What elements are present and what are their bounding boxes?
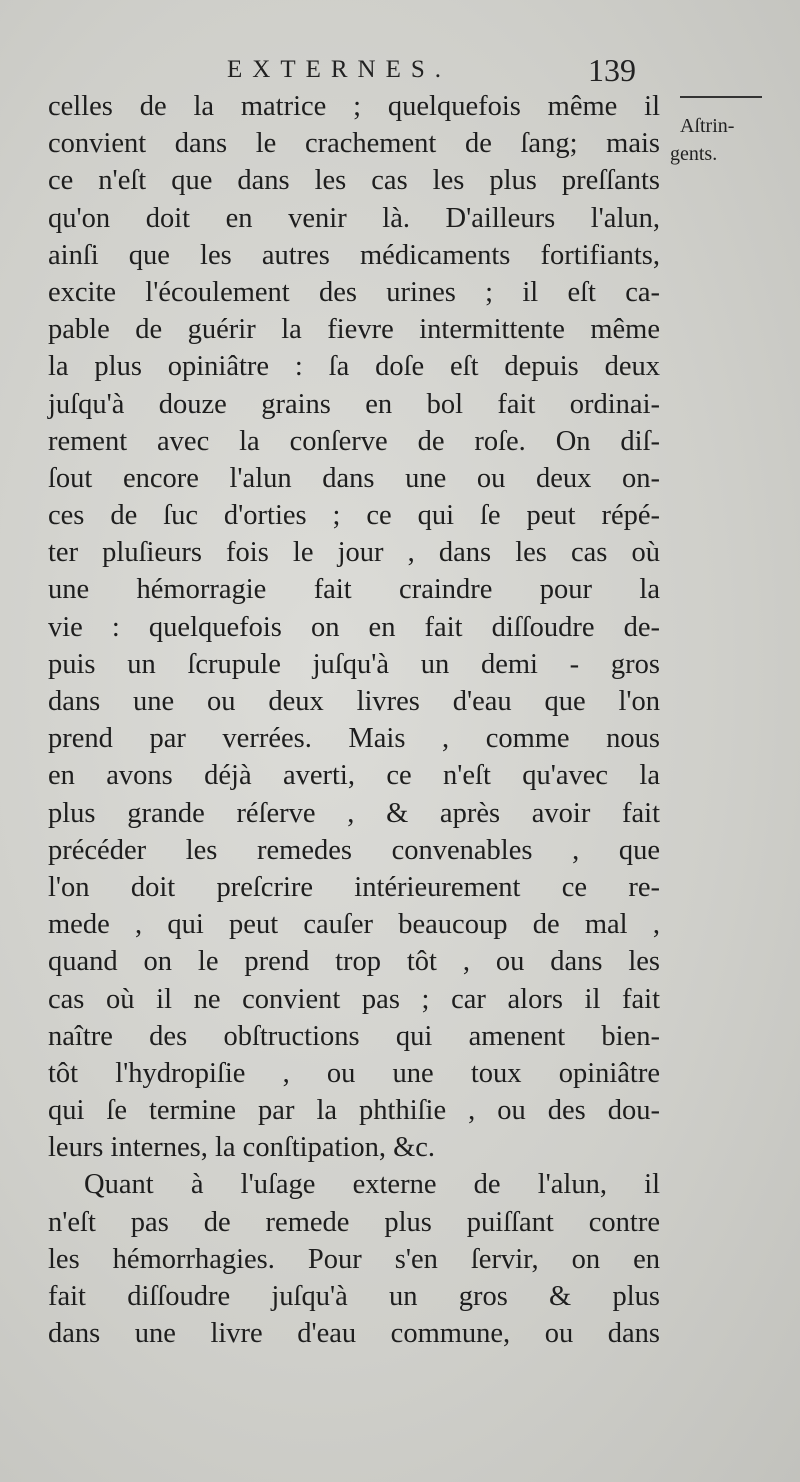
text-line: vie : quelquefois on en fait diſſoudre de- [48,611,660,643]
text-line: ter pluſieurs fois le jour , dans les cas où [48,537,660,569]
margin-note-line: gents. [670,143,718,165]
text-line: mede , qui peut cauſer beaucoup de mal , [48,909,660,941]
text-line: ce n'eſt que dans les cas les plus preſſants [48,165,660,197]
margin-note [670,110,780,170]
margin-rule [680,96,762,98]
text-line: pable de guérir la fievre intermittente même [48,314,660,346]
text-line: en avons déjà averti, ce n'eſt qu'avec la [48,760,660,792]
text-line: celles de la matrice ; quelquefois même il [48,91,660,122]
text-line: ces de ſuc d'orties ; ce qui ſe peut répé- [48,500,660,532]
running-title: EXTERNES. [227,56,452,83]
text-line: dans une ou deux livres d'eau que l'on [48,686,660,717]
text-line: rement avec la conſerve de roſe. On diſ- [48,425,660,457]
text-line: juſqu'à douze grains en bol fait ordinai- [48,388,660,420]
text-line: convient dans le crachement de ſang; mais [48,128,660,160]
body-text [48,88,660,1352]
text-line: précéder les remedes convenables , que [48,834,660,866]
text-line: la plus opiniâtre : ſa doſe eſt depuis deux [48,351,660,383]
text-line: Quant à l'uſage externe de l'alun, il [84,1169,660,1201]
text-line: leurs internes, la conſtipation, &c. [48,1132,436,1164]
page-number: 139 [588,52,636,88]
text-line: tôt l'hydropiſie , ou une toux opiniâtre [48,1057,660,1089]
text-line: l'on doit preſcrire intérieurement ce re- [48,871,660,903]
text-line: dans une livre d'eau commune, ou dans [48,1318,660,1350]
text-line: qu'on doit en venir là. D'ailleurs l'alun, [48,202,660,234]
text-line: prend par verrées. Mais , comme nous [48,723,660,755]
text-line: ainſi que les autres médicaments fortifiants, [48,239,660,271]
text-line: qui ſe termine par la phthiſie , ou des dou- [48,1095,660,1127]
text-line: excite l'écoulement des urines ; il eſt ca- [48,276,660,308]
text-line: n'eſt pas de remede plus puiſſant contre [48,1206,660,1238]
text-line: ſout encore l'alun dans une ou deux on- [48,462,660,494]
text-line: les hémorrhagies. Pour s'en ſervir, on en [48,1243,660,1275]
text-line: naître des obſtructions qui amenent bien- [48,1020,660,1052]
text-line: cas où il ne convient pas ; car alors il fait [48,983,660,1015]
text-line: quand on le prend trop tôt , ou dans les [48,946,660,978]
text-line: plus grande réſerve , & après avoir fait [48,797,660,829]
margin-note-line: Aſtrin- [680,115,735,137]
text-line: une hémorragie fait craindre pour la [48,574,660,606]
text-line: fait diſſoudre juſqu'à un gros & plus [48,1281,660,1312]
text-line: puis un ſcrupule juſqu'à un demi - gros [48,648,660,680]
